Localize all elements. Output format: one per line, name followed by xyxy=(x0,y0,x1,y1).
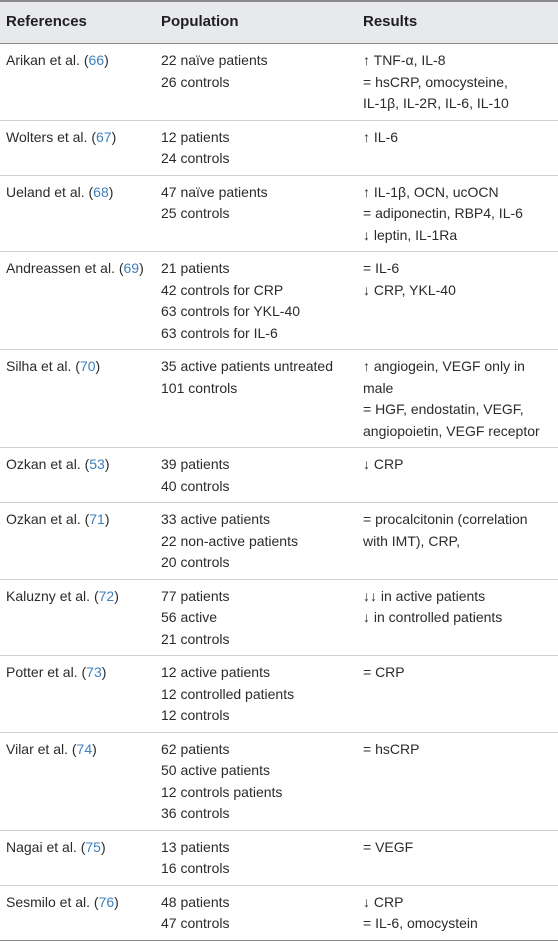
results-line: ↓↓ in active patients xyxy=(363,587,486,604)
population-line: 62 patients xyxy=(161,740,230,757)
results-line: ↑ IL-1β, OCN, ucOCN xyxy=(363,183,499,200)
reference-close-paren: ) xyxy=(104,52,109,68)
reference-cell xyxy=(6,182,113,204)
population-cell xyxy=(161,182,268,225)
table-row xyxy=(0,252,558,350)
reference-link[interactable]: 66 xyxy=(88,52,105,68)
population-line: 48 patients xyxy=(161,893,230,910)
population-cell xyxy=(161,662,294,727)
reference-author: Nagai et al. ( xyxy=(6,838,86,855)
results-line: ↓ CRP, YKL-40 xyxy=(363,281,456,298)
reference-close-paren: ) xyxy=(139,260,144,276)
results-line: = HGF, endostatin, VEGF, xyxy=(363,401,524,417)
results-cell xyxy=(363,509,528,552)
population-line: 63 controls for YKL-40 xyxy=(161,303,301,319)
reference-link[interactable]: 73 xyxy=(86,664,102,680)
population-line: 21 controls xyxy=(161,630,230,647)
reference-cell xyxy=(6,258,144,280)
reference-close-paren: ) xyxy=(108,183,114,200)
results-cell xyxy=(363,586,502,629)
reference-cell xyxy=(6,50,109,72)
reference-link[interactable]: 69 xyxy=(123,260,140,276)
population-cell xyxy=(161,509,298,574)
reference-author: Silha et al. ( xyxy=(6,358,80,374)
reference-cell xyxy=(6,739,97,761)
population-cell xyxy=(161,837,230,880)
reference-close-paren: ) xyxy=(114,587,119,604)
table-row xyxy=(0,733,558,831)
table-row xyxy=(0,350,558,448)
table-header xyxy=(0,0,558,44)
results-line: male xyxy=(363,379,394,396)
reference-link[interactable]: 76 xyxy=(98,893,115,910)
results-line: = IL-6 xyxy=(363,260,400,276)
population-cell xyxy=(161,892,230,935)
reference-link[interactable]: 74 xyxy=(76,740,93,757)
table-row xyxy=(0,503,558,580)
reference-link[interactable]: 72 xyxy=(98,587,115,604)
results-line: ↑ TNF-α, IL-8 xyxy=(363,52,446,68)
reference-link[interactable]: 53 xyxy=(89,456,105,472)
population-line: 12 controlled patients xyxy=(161,685,295,702)
population-line: 21 patients xyxy=(161,260,230,276)
table-row xyxy=(0,886,558,941)
population-line: 26 controls xyxy=(161,73,230,90)
results-line: with IMT), CRP, xyxy=(363,532,460,549)
reference-cell xyxy=(6,892,119,914)
results-cell xyxy=(363,837,413,859)
results-line: = procalcitonin (correlation xyxy=(363,511,528,527)
table-row xyxy=(0,176,558,253)
reference-cell xyxy=(6,586,119,608)
population-line: 12 patients xyxy=(161,128,230,145)
table-row xyxy=(0,580,558,657)
results-cell xyxy=(363,739,419,761)
results-cell xyxy=(363,50,509,115)
table-row xyxy=(0,831,558,886)
population-cell xyxy=(161,50,268,93)
population-line: 35 active patients untreated xyxy=(161,358,334,374)
header-references: References xyxy=(6,13,87,30)
population-cell xyxy=(161,258,300,344)
header-results: Results xyxy=(363,13,418,30)
table-row xyxy=(0,448,558,503)
results-cell xyxy=(363,127,398,149)
results-line: IL-1β, IL-2R, IL-6, IL-10 xyxy=(363,95,509,111)
population-cell xyxy=(161,454,230,497)
population-line: 12 controls patients xyxy=(161,783,283,800)
results-line: = adiponectin, RBP4, IL-6 xyxy=(363,205,523,221)
reference-close-paren: ) xyxy=(95,358,101,374)
reference-cell xyxy=(6,356,100,378)
reference-cell xyxy=(6,837,106,859)
reference-cell xyxy=(6,509,110,531)
reference-link[interactable]: 75 xyxy=(85,838,101,855)
results-line: ↓ in controlled patients xyxy=(363,609,503,625)
reference-link[interactable]: 67 xyxy=(96,128,112,145)
reference-link[interactable]: 71 xyxy=(89,511,105,527)
population-cell xyxy=(161,739,282,825)
table-row xyxy=(0,656,558,733)
reference-author: Ueland et al. ( xyxy=(6,183,94,200)
population-line: 56 active xyxy=(161,609,218,625)
population-line: 47 controls xyxy=(161,915,230,931)
reference-author: Arikan et al. ( xyxy=(6,52,89,68)
population-line: 50 active patients xyxy=(161,762,270,778)
population-line: 33 active patients xyxy=(161,511,270,527)
results-line: ↓ leptin, IL-1Ra xyxy=(363,226,458,243)
reference-link[interactable]: 70 xyxy=(79,358,96,374)
results-line: = VEGF xyxy=(363,838,414,855)
reference-author: Potter et al. ( xyxy=(6,664,87,680)
population-cell xyxy=(161,586,230,651)
results-line: angiopoietin, VEGF receptor xyxy=(363,422,540,439)
population-line: 39 patients xyxy=(161,456,230,472)
results-line: ↓ CRP xyxy=(363,893,404,910)
population-line: 25 controls xyxy=(161,205,230,221)
reference-close-paren: ) xyxy=(100,838,106,855)
reference-close-paren: ) xyxy=(111,128,117,145)
results-line: = IL-6, omocystein xyxy=(363,915,478,931)
population-line: 22 naïve patients xyxy=(161,52,268,68)
results-line: ↑ IL-6 xyxy=(363,128,399,145)
population-line: 12 active patients xyxy=(161,664,270,680)
population-line: 101 controls xyxy=(161,379,238,396)
reference-close-paren: ) xyxy=(114,893,119,910)
results-cell xyxy=(363,662,405,684)
reference-author: Ozkan et al. ( xyxy=(6,511,90,527)
results-line: ↓ CRP xyxy=(363,456,404,472)
population-line: 20 controls xyxy=(161,554,230,570)
results-line: = hsCRP, omocysteine, xyxy=(363,73,508,90)
population-line: 22 non-active patients xyxy=(161,532,298,549)
population-line: 13 patients xyxy=(161,838,230,855)
reference-cell xyxy=(6,454,110,476)
results-line: = hsCRP xyxy=(363,740,420,757)
reference-author: Sesmilo et al. ( xyxy=(6,893,99,910)
population-line: 16 controls xyxy=(161,860,230,876)
reference-author: Andreassen et al. ( xyxy=(6,260,124,276)
reference-cell xyxy=(6,662,106,684)
population-cell xyxy=(161,356,333,399)
population-cell xyxy=(161,127,230,170)
reference-link[interactable]: 68 xyxy=(93,183,109,200)
results-cell xyxy=(363,892,478,935)
reference-author: Vilar et al. ( xyxy=(6,740,77,757)
population-line: 12 controls xyxy=(161,707,230,723)
results-cell xyxy=(363,182,523,247)
reference-close-paren: ) xyxy=(101,664,107,680)
table-row xyxy=(0,44,558,121)
population-line: 36 controls xyxy=(161,805,230,821)
results-line: = CRP xyxy=(363,664,405,680)
reference-cell xyxy=(6,127,116,149)
reference-author: Ozkan et al. ( xyxy=(6,456,90,472)
results-cell xyxy=(363,258,456,301)
results-line: ↑ angiogein, VEGF only in xyxy=(363,358,525,374)
population-line: 77 patients xyxy=(161,587,230,604)
population-line: 63 controls for IL-6 xyxy=(161,324,278,341)
table-row xyxy=(0,121,558,176)
reference-author: Kaluzny et al. ( xyxy=(6,587,99,604)
reference-close-paren: ) xyxy=(92,740,97,757)
reference-author: Wolters et al. ( xyxy=(6,128,96,145)
reference-close-paren: ) xyxy=(104,511,110,527)
results-cell xyxy=(363,356,540,442)
population-line: 24 controls xyxy=(161,150,230,166)
population-line: 40 controls xyxy=(161,477,230,494)
reference-close-paren: ) xyxy=(104,456,110,472)
population-line: 42 controls for CRP xyxy=(161,281,284,298)
results-cell xyxy=(363,454,403,476)
header-population: Population xyxy=(161,13,239,30)
population-line: 47 naïve patients xyxy=(161,183,268,200)
